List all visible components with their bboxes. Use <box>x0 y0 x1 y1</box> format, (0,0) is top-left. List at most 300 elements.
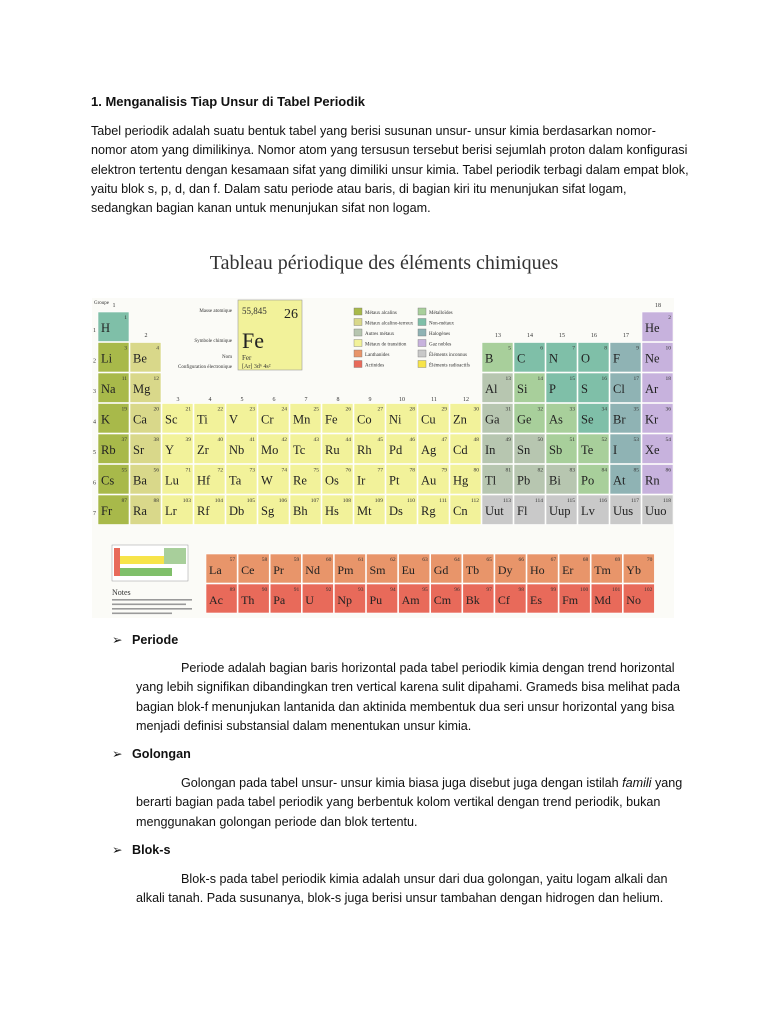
element-symbol: Pt <box>389 473 400 488</box>
element-symbol: Cr <box>261 412 274 427</box>
atomic-number: 106 <box>278 498 287 504</box>
atomic-number: 1 <box>124 315 127 321</box>
element-symbol: Mo <box>261 443 279 457</box>
legend-label: Lanthanides <box>365 353 390 358</box>
element-symbol: Ar <box>645 382 659 396</box>
element-symbol: Po <box>581 473 595 488</box>
key-config-label: Configuration électronique <box>177 365 232 370</box>
legend-label: Métaux de transition <box>365 342 407 348</box>
element-symbol: I <box>613 443 618 457</box>
key-number: 26 <box>284 307 298 322</box>
element-symbol: Ba <box>133 473 147 488</box>
blok-s-text: Blok-s pada tabel periodik kimia adalah unsur dari dua golongan, yaitu logam alkali dan alkali tanah. Pada susunanya, blok-s juga berisi unsur tambahan dengan hidrogen dan helium. <box>136 872 668 906</box>
element-symbol: Zr <box>197 443 209 457</box>
atomic-number: 57 <box>229 557 236 563</box>
element-symbol: H <box>101 321 111 335</box>
legend-swatch <box>418 350 426 357</box>
element-symbol: S <box>581 382 588 396</box>
atomic-number: 32 <box>537 406 543 413</box>
golongan-text-b: yang berarti bagian pada tabel periodik yang berbentuk kolom vertikal dengan trend periodik, bukan menggunakan golongan periode dan blok tertentu. <box>136 776 683 829</box>
atomic-number: 73 <box>249 467 255 474</box>
element-symbol: Cd <box>453 443 468 457</box>
period-number: 6 <box>93 480 96 487</box>
element-symbol: Y <box>165 443 175 457</box>
atomic-number: 113 <box>502 498 511 504</box>
atomic-number: 13 <box>505 376 511 382</box>
atomic-number: 88 <box>153 498 159 504</box>
atomic-number: 2 <box>668 315 671 321</box>
element-symbol: P <box>549 382 556 396</box>
element-symbol: Na <box>101 382 116 396</box>
element-symbol: Os <box>325 473 339 488</box>
atomic-number: 83 <box>569 467 575 474</box>
element-symbol: Si <box>517 382 528 396</box>
atomic-number: 43 <box>313 437 319 443</box>
element-symbol: Es <box>530 593 542 607</box>
atomic-number: 104 <box>214 498 223 504</box>
element-symbol: Pu <box>369 593 383 607</box>
atomic-number: 82 <box>537 467 543 474</box>
atomic-number: 69 <box>614 557 621 563</box>
element-symbol: Li <box>101 351 113 366</box>
atomic-number: 102 <box>644 587 653 593</box>
atomic-number: 86 <box>665 467 671 474</box>
group-number: 18 <box>655 303 661 309</box>
legend-swatch <box>354 340 362 347</box>
element-symbol: Yb <box>626 563 641 577</box>
atomic-number: 97 <box>486 587 492 593</box>
group-number: 12 <box>463 397 469 403</box>
period-number: 2 <box>93 358 96 365</box>
legend-swatch <box>418 340 426 347</box>
bullet-title: Golongan <box>132 747 191 761</box>
atomic-number: 46 <box>409 437 415 443</box>
atomic-number: 87 <box>121 498 127 504</box>
element-symbol: Bi <box>549 473 561 488</box>
atomic-number: 60 <box>325 557 332 563</box>
element-symbol: Ir <box>357 473 366 488</box>
notes-line <box>112 599 192 601</box>
element-symbol: Tm <box>594 563 611 577</box>
atomic-number: 67 <box>550 557 557 563</box>
element-symbol: Sm <box>369 563 386 577</box>
legend-label: Gaz nobles <box>429 342 452 348</box>
element-symbol: At <box>613 473 626 488</box>
element-symbol: Cl <box>613 382 625 396</box>
atomic-number: 65 <box>486 557 492 563</box>
atomic-number: 115 <box>566 498 575 504</box>
atomic-number: 94 <box>390 587 396 593</box>
group-number: 6 <box>272 397 276 403</box>
element-symbol: As <box>549 412 563 427</box>
element-symbol: Eu <box>401 563 415 577</box>
atomic-number: 44 <box>345 437 351 443</box>
atomic-number: 90 <box>261 587 268 593</box>
atomic-number: 50 <box>537 437 543 443</box>
atomic-number: 63 <box>422 557 428 563</box>
legend-swatch <box>418 319 426 326</box>
element-symbol: Fe <box>325 412 338 427</box>
period-number: 3 <box>93 389 96 395</box>
atomic-number: 11 <box>121 376 127 382</box>
element-symbol: Uus <box>613 504 634 518</box>
atomic-number: 6 <box>540 345 543 352</box>
group-number: 16 <box>591 333 597 339</box>
atomic-number: 107 <box>310 498 319 504</box>
legend-label: Métaux alcalino-terreux <box>365 321 414 327</box>
arrow-bullet-icon: ➢ <box>112 633 123 647</box>
atomic-number: 78 <box>409 467 415 474</box>
key-name: Fer <box>242 354 252 362</box>
element-symbol: Ta <box>229 473 242 488</box>
atomic-number: 54 <box>665 437 671 443</box>
atomic-number: 72 <box>217 467 223 474</box>
atomic-number: 39 <box>185 437 191 443</box>
element-symbol: Mg <box>133 382 151 396</box>
legend-swatch <box>354 308 362 315</box>
atomic-number: 118 <box>662 498 671 504</box>
element-symbol: Rf <box>197 504 210 518</box>
element-symbol: Rb <box>101 443 116 457</box>
atomic-number: 36 <box>665 406 671 413</box>
atomic-number: 111 <box>439 498 447 504</box>
atomic-number: 38 <box>153 437 159 443</box>
key-config: [Ar] 3d⁶ 4s² <box>242 364 271 370</box>
atomic-number: 29 <box>441 406 447 413</box>
atomic-number: 100 <box>579 587 589 593</box>
atomic-number: 68 <box>582 557 589 563</box>
element-symbol: Ti <box>197 412 208 427</box>
element-symbol: Sr <box>133 443 145 457</box>
element-symbol: Tc <box>293 443 306 457</box>
group-number: 2 <box>144 333 148 339</box>
atomic-number: 56 <box>153 467 159 474</box>
atomic-number: 45 <box>377 437 383 443</box>
element-symbol: Gd <box>433 563 449 577</box>
element-symbol: Fr <box>101 504 113 518</box>
atomic-number: 18 <box>665 376 671 382</box>
atomic-number: 71 <box>185 467 191 474</box>
element-symbol: Pr <box>273 563 284 577</box>
atomic-number: 40 <box>217 437 223 443</box>
atomic-number: 116 <box>598 498 607 504</box>
group-number: 11 <box>431 397 437 403</box>
bullet-title: Blok-s <box>132 843 171 857</box>
atomic-number: 35 <box>633 406 639 413</box>
block-s-bar <box>114 548 120 576</box>
legend-label: Métalloïdes <box>429 311 453 316</box>
element-symbol: Ge <box>517 412 532 427</box>
element-symbol: W <box>261 473 273 488</box>
key-name-label: Nom <box>222 355 232 360</box>
element-symbol: Te <box>581 443 594 457</box>
atomic-number: 112 <box>470 498 479 504</box>
atomic-number: 16 <box>601 376 607 382</box>
golongan-text-a: Golongan pada tabel unsur- unsur kimia biasa juga disebut juga dengan istilah <box>181 776 623 790</box>
legend-swatch <box>418 329 426 336</box>
atomic-number: 52 <box>601 437 607 443</box>
atomic-number: 25 <box>313 406 319 413</box>
element-symbol: Rg <box>421 504 436 518</box>
element-symbol: Mn <box>293 412 311 427</box>
atomic-number: 37 <box>121 437 127 443</box>
atomic-number: 79 <box>441 467 447 474</box>
atomic-number: 64 <box>454 557 460 563</box>
atomic-number: 15 <box>569 376 575 382</box>
atomic-number: 66 <box>518 557 524 563</box>
atomic-number: 85 <box>633 467 639 474</box>
atomic-number: 4 <box>156 345 159 352</box>
group-number: 15 <box>559 333 565 339</box>
element-symbol: V <box>229 412 239 427</box>
element-symbol: Cn <box>453 504 468 518</box>
periode-text: Periode adalah bagian baris horizontal pada tabel periodik kimia dengan trend horizontal yang lebih signifikan dibandingkan tren vertical karena sulit dipahami. Grameds bisa melihat pada bagian blok-f menunjukan lantanida dan aktinida membentuk dua seri unsur horizontal yang bisa menjadi definisi substansial dalam menentukan unsur kimia. <box>136 661 680 733</box>
element-symbol: Np <box>337 593 353 607</box>
atomic-number: 31 <box>505 406 511 413</box>
atomic-number: 12 <box>153 376 159 382</box>
element-symbol: Nb <box>229 443 245 457</box>
blok-s-paragraph <box>136 870 696 909</box>
element-symbol: Lv <box>581 504 595 518</box>
element-symbol: Se <box>581 412 594 427</box>
atomic-number: 98 <box>518 587 524 593</box>
atomic-number: 3 <box>124 345 127 352</box>
legend-swatch <box>354 350 362 357</box>
group-number: 1 <box>112 303 116 309</box>
key-symbol: Fe <box>242 328 264 353</box>
notes-line <box>112 608 192 610</box>
bullet-periode <box>112 632 178 647</box>
arrow-bullet-icon: ➢ <box>112 843 123 857</box>
group-number: 10 <box>399 397 405 403</box>
atomic-number: 14 <box>537 376 543 382</box>
period-number: 4 <box>93 419 96 426</box>
legend-label: Éléments radioactifs <box>429 363 470 369</box>
atomic-number: 89 <box>229 587 236 593</box>
element-symbol: He <box>645 321 660 335</box>
atomic-number: 93 <box>358 587 364 593</box>
atomic-number: 7 <box>572 345 575 352</box>
section-heading: 1. Menganalisis Tiap Unsur di Tabel Periodik <box>91 94 366 109</box>
key-mass: 55,845 <box>242 306 267 316</box>
element-symbol: Lu <box>165 473 179 488</box>
element-symbol: C <box>517 351 526 366</box>
element-symbol: Ce <box>241 563 255 577</box>
element-symbol: Ca <box>133 412 147 427</box>
atomic-number: 20 <box>153 406 159 413</box>
atomic-number: 62 <box>390 557 396 563</box>
element-symbol: Bk <box>465 593 480 607</box>
element-symbol: Fl <box>517 504 528 518</box>
atomic-number: 110 <box>406 498 415 504</box>
atomic-number: 17 <box>633 376 639 382</box>
element-symbol: Am <box>401 593 420 607</box>
atomic-number: 92 <box>325 587 332 593</box>
atomic-number: 81 <box>505 467 511 474</box>
atomic-number: 21 <box>185 406 191 413</box>
atomic-number: 5 <box>508 345 511 352</box>
atomic-number: 95 <box>422 587 428 593</box>
atomic-number: 117 <box>630 498 639 504</box>
element-symbol: Ag <box>421 443 437 457</box>
group-number: 7 <box>304 397 308 403</box>
element-symbol: Uuo <box>645 504 667 518</box>
arrow-bullet-icon: ➢ <box>112 747 123 761</box>
element-symbol: B <box>485 351 494 366</box>
atomic-number: 41 <box>249 437 255 443</box>
atomic-number: 51 <box>569 437 575 443</box>
atomic-number: 80 <box>473 467 479 474</box>
atomic-number: 10 <box>665 345 671 352</box>
legend-label: Actinides <box>365 363 385 369</box>
legend-swatch <box>354 319 362 326</box>
element-symbol: Uut <box>485 504 504 518</box>
element-symbol: Lr <box>165 504 177 518</box>
legend-label: Métaux alcalins <box>365 311 397 316</box>
group-number: 5 <box>240 397 244 403</box>
golongan-paragraph <box>136 774 696 832</box>
group-label: Groupe <box>94 301 109 306</box>
element-symbol: Bh <box>293 504 308 518</box>
element-symbol: Cs <box>101 473 115 488</box>
element-symbol: In <box>485 443 496 457</box>
atomic-number: 33 <box>569 406 575 413</box>
element-symbol: K <box>101 412 111 427</box>
element-symbol: Hg <box>453 473 469 488</box>
element-symbol: Th <box>241 593 255 607</box>
atomic-number: 49 <box>505 437 511 443</box>
atomic-number: 70 <box>646 557 653 563</box>
element-symbol: Rn <box>645 473 660 488</box>
atomic-number: 26 <box>345 406 351 413</box>
atomic-number: 58 <box>261 557 268 563</box>
notes-label: Notes <box>112 588 131 597</box>
element-symbol: Sg <box>261 504 275 518</box>
element-symbol: Zn <box>453 412 467 427</box>
element-symbol: O <box>581 351 591 366</box>
element-symbol: Pb <box>517 473 531 488</box>
element-symbol: Be <box>133 351 147 366</box>
element-symbol: Ac <box>209 593 223 607</box>
element-symbol: U <box>305 593 314 607</box>
golongan-text-em: famili <box>622 776 652 790</box>
atomic-number: 8 <box>604 345 607 352</box>
legend-swatch <box>354 329 362 336</box>
element-symbol: Xe <box>645 443 660 457</box>
block-d-bar <box>120 556 164 564</box>
atomic-number: 27 <box>377 406 383 413</box>
atomic-number: 53 <box>633 437 639 443</box>
atomic-number: 105 <box>246 498 255 504</box>
group-number: 17 <box>623 333 629 339</box>
atomic-number: 84 <box>601 467 607 474</box>
element-symbol: Ni <box>389 412 402 427</box>
legend-swatch <box>418 361 426 368</box>
atomic-number: 74 <box>281 467 287 474</box>
element-symbol: Db <box>229 504 245 518</box>
atomic-number: 34 <box>601 406 607 413</box>
legend-label: Autres métaux <box>365 332 395 337</box>
element-symbol: No <box>626 593 641 607</box>
element-symbol: Uup <box>549 504 571 518</box>
element-symbol: Kr <box>645 412 659 427</box>
element-symbol: Cu <box>421 412 436 427</box>
intro-paragraph: Tabel periodik adalah suatu bentuk tabel yang berisi susunan unsur- unsur kimia berdasarkan nomor-nomor atom yang dimilikinya. Nomor atom yang tersusun tersebut berisi sejumlah proton dalam konfigurasi elektron tertentu dengan kesamaan sifat yang dimiliki unsur kimia. Tabel periodik terbagi dalam empat blok, yaitu blok s, p, d, dan f. Dalam satu periode atau baris, di bagian kiri itu menunjukan sifat logam, sedangkan bagian kanan untuk menunjukan sifat non logam. <box>91 124 689 216</box>
element-symbol: Md <box>594 593 611 607</box>
element-symbol: Cf <box>497 593 510 607</box>
atomic-number: 99 <box>550 587 557 593</box>
element-symbol: Re <box>293 473 307 488</box>
atomic-number: 108 <box>342 498 351 504</box>
atomic-number: 28 <box>409 406 415 413</box>
bullet-title: Periode <box>132 633 179 647</box>
element-symbol: Ne <box>645 351 660 366</box>
element-symbol: Dy <box>497 563 513 577</box>
element-symbol: Tl <box>485 473 497 488</box>
element-symbol: Pa <box>273 593 286 607</box>
legend-swatch <box>418 308 426 315</box>
atomic-number: 24 <box>281 406 287 413</box>
atomic-number: 101 <box>612 587 621 593</box>
element-symbol: Ho <box>530 563 545 577</box>
element-symbol: Cm <box>433 593 452 607</box>
atomic-number: 91 <box>293 587 300 593</box>
key-mass-label: Masse atomique <box>199 309 232 314</box>
element-symbol: Br <box>613 412 626 427</box>
atomic-number: 55 <box>121 467 127 474</box>
atomic-number: 9 <box>636 345 639 352</box>
atomic-number: 22 <box>217 406 223 413</box>
element-symbol: Hs <box>325 504 339 518</box>
atomic-number: 61 <box>358 557 364 563</box>
legend-label: Éléments inconnus <box>429 353 467 358</box>
block-f-bar <box>120 568 172 576</box>
atomic-number: 30 <box>473 406 479 413</box>
legend-label: Non-métaux <box>429 321 454 327</box>
atomic-number: 109 <box>374 498 383 504</box>
element-symbol: Ds <box>389 504 403 518</box>
element-symbol: Ra <box>133 504 147 518</box>
figure-title: Tableau périodique des éléments chimiques <box>209 252 559 274</box>
group-number: 8 <box>336 397 340 403</box>
element-symbol: Ru <box>325 443 340 457</box>
atomic-number: 77 <box>377 467 383 474</box>
bullet-golongan <box>112 746 191 761</box>
periodic-table-figure <box>92 298 674 618</box>
group-number: 14 <box>527 333 533 339</box>
atomic-number: 47 <box>441 437 447 443</box>
element-symbol: Sb <box>549 443 563 457</box>
element-symbol: Au <box>421 473 437 488</box>
legend-swatch <box>354 361 362 368</box>
element-symbol: F <box>613 351 620 366</box>
bullet-blok-s <box>112 842 171 857</box>
atomic-number: 48 <box>473 437 479 443</box>
period-number: 1 <box>93 328 96 334</box>
element-symbol: Co <box>357 412 372 427</box>
element-symbol: Sc <box>165 412 178 427</box>
periode-paragraph <box>136 659 696 736</box>
atomic-number: 23 <box>249 406 255 413</box>
block-p-bar <box>164 548 186 564</box>
key-symbol-label: Symbole chimique <box>194 339 232 344</box>
element-symbol: Al <box>485 382 498 396</box>
element-symbol: Ga <box>485 412 500 427</box>
element-symbol: Pd <box>389 443 403 457</box>
group-number: 9 <box>368 397 372 403</box>
element-symbol: N <box>549 351 559 366</box>
element-symbol: La <box>209 563 222 577</box>
